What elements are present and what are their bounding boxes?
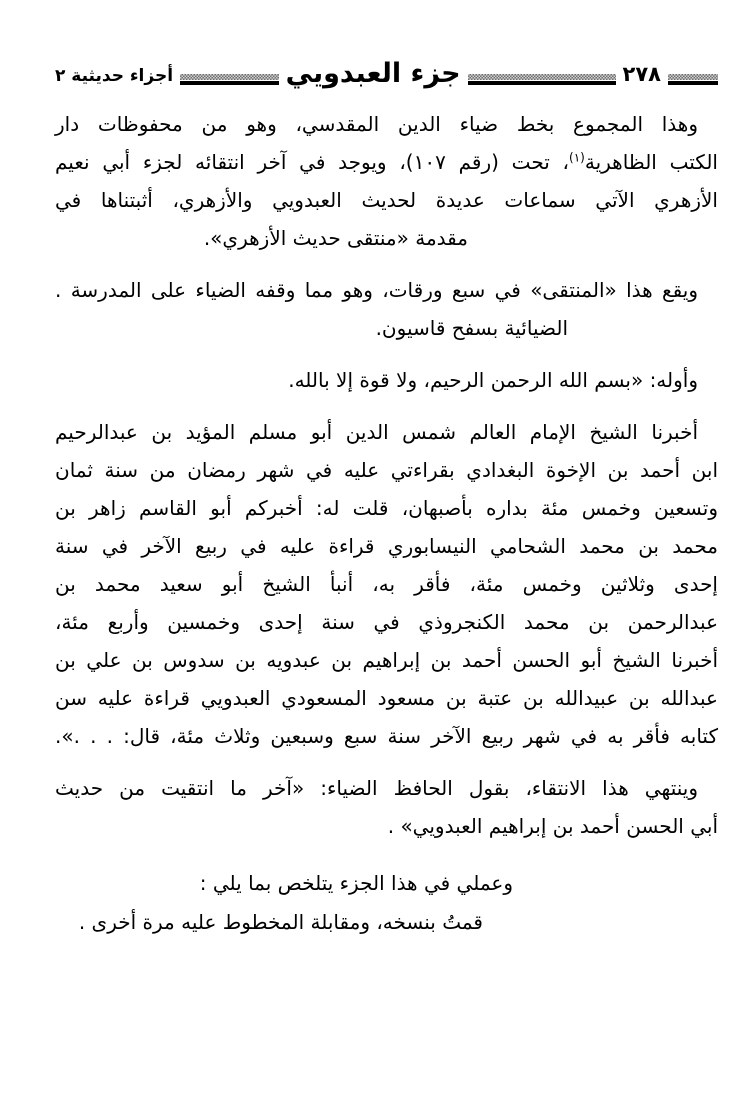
body-line: [55, 143, 718, 181]
header-rule-middle: [468, 74, 616, 85]
rule-black: [468, 81, 616, 85]
page-number: ٢٧٨: [622, 62, 661, 86]
rule-black: [180, 81, 279, 85]
body-line: وتسعين وخمس مئة بداره بأصبهان، قلت له: أخبركم أبو القاسم زاهر بن: [55, 496, 718, 520]
paragraph-1: [55, 105, 718, 257]
body-line: محمد بن محمد الشحامي النيسابوري قراءة عليه في ربيع الآخر في سنة: [55, 534, 718, 558]
paragraph-2: [55, 271, 718, 347]
body-line: أبي الحسن أحمد بن إبراهيم العبدويي» .: [387, 814, 718, 838]
paragraph-5: [55, 769, 718, 845]
body-line: عبدالله بن عبيدالله بن عتبة بن مسعود المسعودي العبدويي قراءة عليه سن: [55, 686, 718, 710]
book-title-calligraphy: جزء العبدويي: [285, 57, 461, 89]
body-line: وأوله: «بسم الله الرحمن الرحيم، ولا قوة إلا بالله.: [288, 368, 698, 392]
body-line: وهذا المجموع بخط ضياء الدين المقدسي، وهو من محفوظات دار: [55, 112, 698, 136]
body-line: وينتهي هذا الانتقاء، بقول الحافظ الضياء: «آخر ما انتقيت من حديث: [55, 776, 698, 800]
body-line: وعملي في هذا الجزء يتلخص بما يلي :: [199, 871, 513, 895]
body-line: الأزهري الآتي سماعات عديدة لحديث العبدويي والأزهري، أثبتناها في: [55, 188, 718, 212]
body-line: الضيائية بسفح قاسيون.: [375, 316, 568, 340]
body-line: كتابه فأقر به في شهر ربيع الآخر سنة سبع وسبعين وثلاث مئة، قال: . . .».: [55, 724, 718, 748]
paragraph-6: [55, 864, 718, 902]
body-line: إحدى وثلاثين وخمس مئة، فأقر به، أنبأ الشيخ أبو سعيد محمد بن: [55, 572, 718, 596]
paragraph-4: [55, 413, 718, 755]
series-label: أجزاء حديثية ٢: [55, 66, 174, 86]
body-line: أخبرنا الشيخ الإمام العالم شمس الدين أبو مسلم المؤيد بن عبدالرحيم: [55, 420, 698, 444]
body-line: ويقع هذا «المنتقى» في سبع ورقات، وهو مما وقفه الضياء على المدرسة .: [55, 278, 698, 302]
footnote-marker: (١): [569, 150, 585, 165]
body-line: ابن أحمد بن الإخوة البغدادي بقراءتي عليه في شهر رمضان من سنة ثمان: [55, 458, 718, 482]
body-line: أخبرنا الشيخ أبو الحسن أحمد بن إبراهيم بن عبدويه بن سدوس بن علي بن: [55, 648, 718, 672]
line-text: ، تحت (رقم ١٠٧)، ويوجد في آخر انتقائه لجزء أبي نعيم: [55, 150, 570, 174]
body-line: مقدمة «منتقى حديث الأزهري».: [203, 226, 468, 250]
rule-black: [668, 81, 718, 85]
body-line: عبدالرحمن بن محمد الكنجروذي في سنة إحدى وخمسين وأربع مئة،: [55, 610, 718, 634]
paragraph-7: [55, 903, 718, 941]
header-rule-left: [180, 74, 279, 85]
rule-halftone: [668, 74, 718, 80]
rule-halftone: [468, 74, 616, 80]
rule-halftone: [180, 74, 279, 80]
page-body: [55, 105, 718, 941]
body-line: قمتُ بنسخه، ومقابلة المخطوط عليه مرة أخرى .: [78, 910, 483, 934]
header-rule-right: [668, 74, 718, 85]
page-header: [55, 52, 718, 92]
paragraph-3: [55, 361, 718, 399]
line-text: الكتب الظاهرية: [584, 150, 718, 174]
